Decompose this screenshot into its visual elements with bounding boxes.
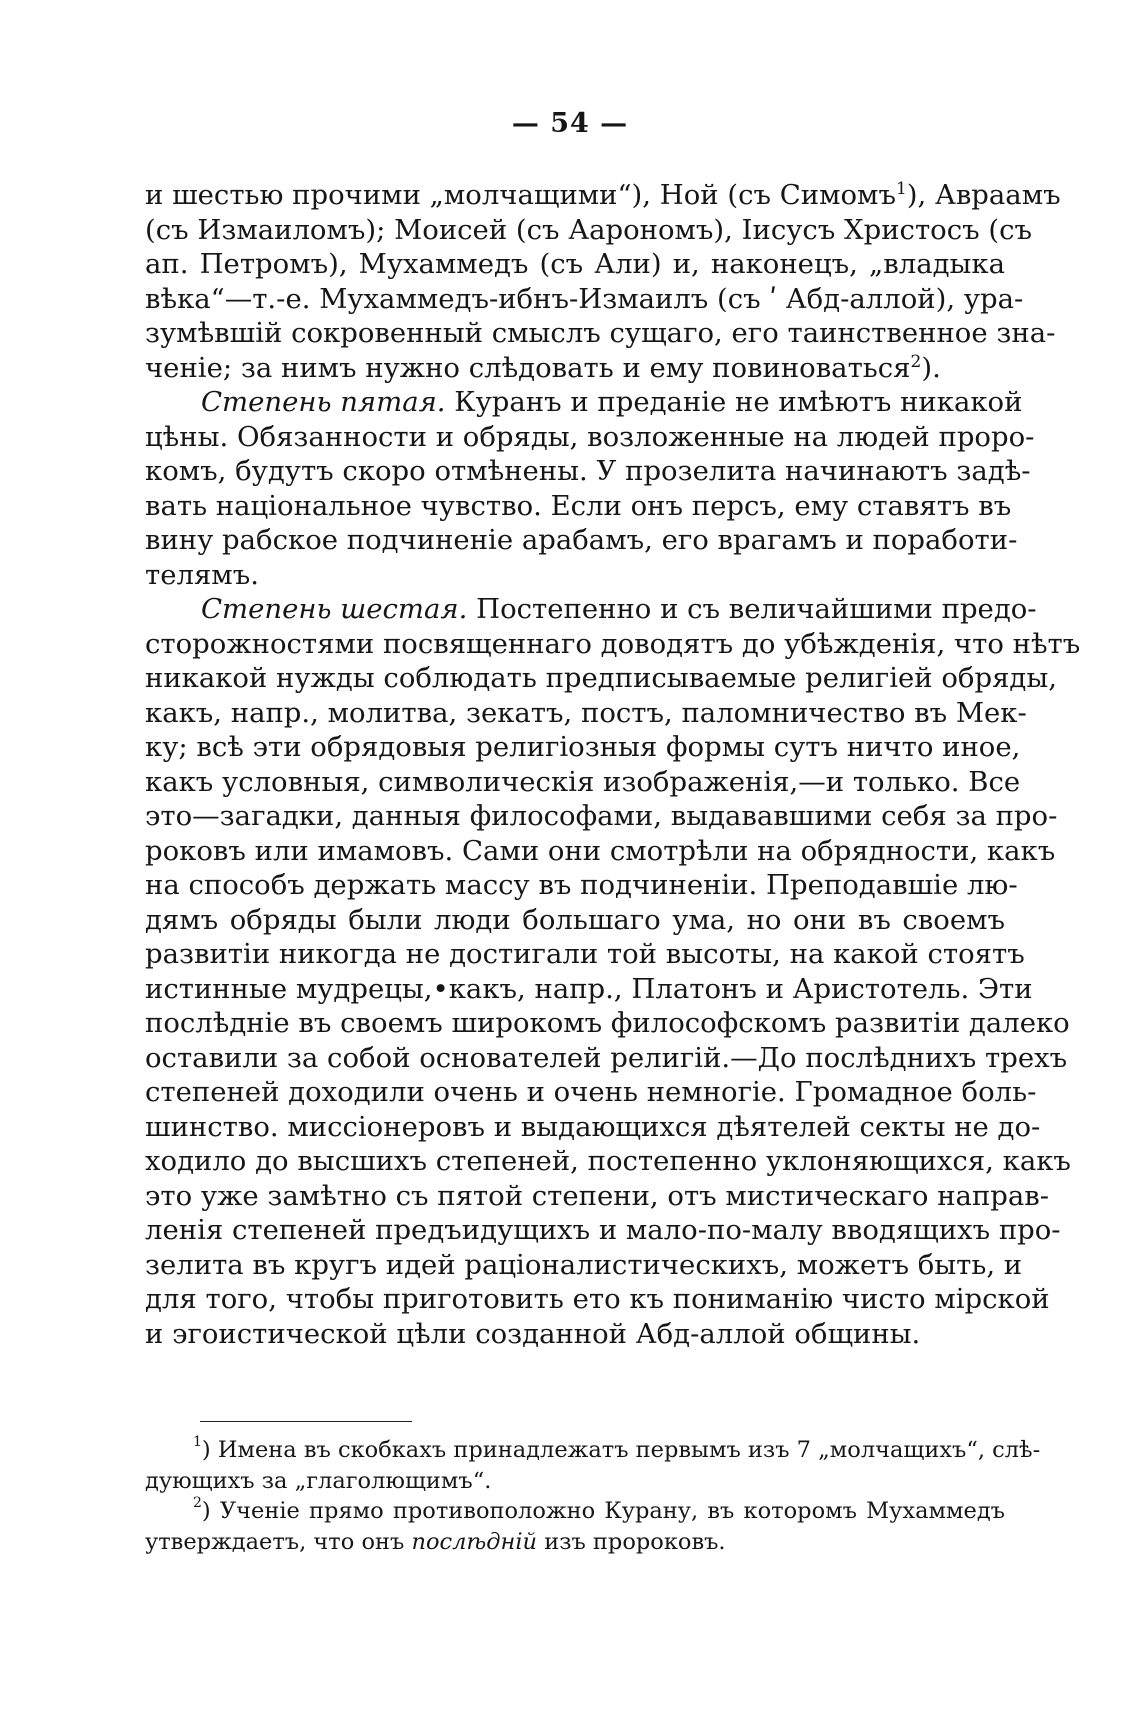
section-heading: Степень пятая. — [201, 386, 446, 418]
text-line: послѣдніе въ своемъ широкомъ философскомъ развитіи далеко — [145, 1007, 1070, 1039]
footnote-marker: 2 — [193, 1495, 202, 1511]
text-line: сторожностями посвященнаго доводятъ до убѣжденія, что нѣтъ — [145, 627, 1081, 660]
text-line: шинство. миссіонеровъ и выдающихся дѣятелей секты не до- — [145, 1110, 1041, 1143]
footnote-2: $^2$) Ученіе прямо противоположно Курану, въ которомъ Мухаммедъ — [193, 1495, 1005, 1524]
footnote-1: $^1$) Имена въ скобкахъ принадлежатъ первымъ изъ 7 „молчащихъ“, слѣ- — [193, 1434, 1041, 1463]
text-line: и эгоистической цѣли созданной Абд-аллой общины. — [145, 1317, 921, 1350]
text-line: цѣны. Обязанности и обряды, возложенные на людей проро- — [145, 420, 1035, 453]
text-line: это—загадки, данныя философами, выдававшими себя за про- — [145, 800, 1058, 832]
text-line: вину рабское подчиненіе арабамъ, его врагамъ и поработи- — [145, 524, 1018, 556]
footnote-2-continuation: утверждаетъ, что онъ послѣдній изъ пророковъ. — [145, 1528, 726, 1555]
text-line: телямъ. — [145, 558, 259, 591]
footnotes — [145, 1434, 1041, 1557]
body-text — [145, 178, 1081, 1351]
text-line: истинные мудрецы,•какъ, напр., Платонъ и Аристотель. Эти — [145, 972, 1033, 1005]
footnote-marker: 1 — [193, 1434, 202, 1450]
text-line: оставили за собой основателей религій.—До послѣднихъ трехъ — [145, 1041, 1068, 1074]
text-line: развитіи никогда не достигали той высоты, на какой стоятъ — [145, 938, 1025, 970]
text-line: ап. Петромъ), Мухаммедъ (съ Али) и, наконецъ, „владыка — [145, 248, 1005, 280]
footnote-divider — [200, 1421, 412, 1422]
text-line: вать національное чувство. Если онъ персъ, ему ставятъ въ — [145, 489, 1012, 522]
text-line: ленія степеней предъидущихъ и мало-по-малу вводящихъ про- — [145, 1214, 1061, 1246]
page-number: — 54 — — [511, 108, 629, 139]
paragraph-start: Степень пятая. Куранъ и преданіе не имѣютъ никакой — [201, 386, 1023, 418]
text-line: вѣка“—т.-е. Мухаммедъ-ибнъ-Измаилъ (съ ʹ Абд-аллой), ура- — [145, 282, 1024, 315]
footnote-marker: 2 — [910, 351, 922, 372]
text-line: зелита въ кругъ идей раціоналистическихъ, можетъ быть, и — [145, 1248, 1023, 1281]
text-line: какъ, напр., молитва, зекатъ, постъ, паломничество въ Мек- — [145, 696, 1027, 729]
text-line: это уже замѣтно съ пятой степени, отъ мистическаго направ- — [145, 1179, 1050, 1212]
text-line: роковъ или имамовъ. Сами они смотрѣли на обрядности, какъ — [145, 834, 1056, 867]
text-line: какъ условныя, символическія изображенія,—и только. Все — [145, 765, 1021, 798]
text-line: ченіе; за нимъ нужно слѣдовать и ему повиноваться$^2$). — [145, 351, 941, 384]
footnote-1-continuation: дующихъ за „глаголющимъ“. — [145, 1467, 492, 1494]
text-line: комъ, будутъ скоро отмѣнены. У прозелита начинаютъ задѣ- — [145, 455, 1031, 487]
text-line: (съ Измаиломъ); Моисей (съ Аарономъ), Іисусъ Христосъ (съ — [145, 213, 1032, 246]
footnote-marker: 1 — [895, 178, 907, 199]
section-heading: Степень шестая. — [201, 593, 468, 625]
text-line: для того, чтобы приготовить ето къ пониманію чисто мірской — [145, 1283, 1050, 1315]
text-line: дямъ обряды были люди большаго ума, но они въ своемъ — [145, 903, 1005, 936]
text-line: ходило до высшихъ степеней, постепенно уклоняющихся, какъ — [145, 1145, 1071, 1177]
text-line: никакой нужды соблюдать предписываемые религіей обряды, — [145, 662, 1057, 694]
text-line: на способъ держать массу въ подчиненіи. Преподавшіе лю- — [145, 869, 1018, 901]
text-line: зумѣвшій сокровенный смыслъ сущаго, его таинственное зна- — [145, 317, 1056, 349]
paragraph-start: Степень шестая. Постепенно и съ величайшими предо- — [201, 593, 1037, 625]
text-line: и шестью прочими „молчащими“), Ной (съ Симомъ$^1$), Авраамъ — [145, 178, 1061, 211]
text-line: степеней доходили очень и очень немногіе. Громадное боль- — [145, 1076, 1037, 1108]
text-line: ку; всѣ эти обрядовыя религіозныя формы сутъ ничто иное, — [145, 731, 1021, 763]
